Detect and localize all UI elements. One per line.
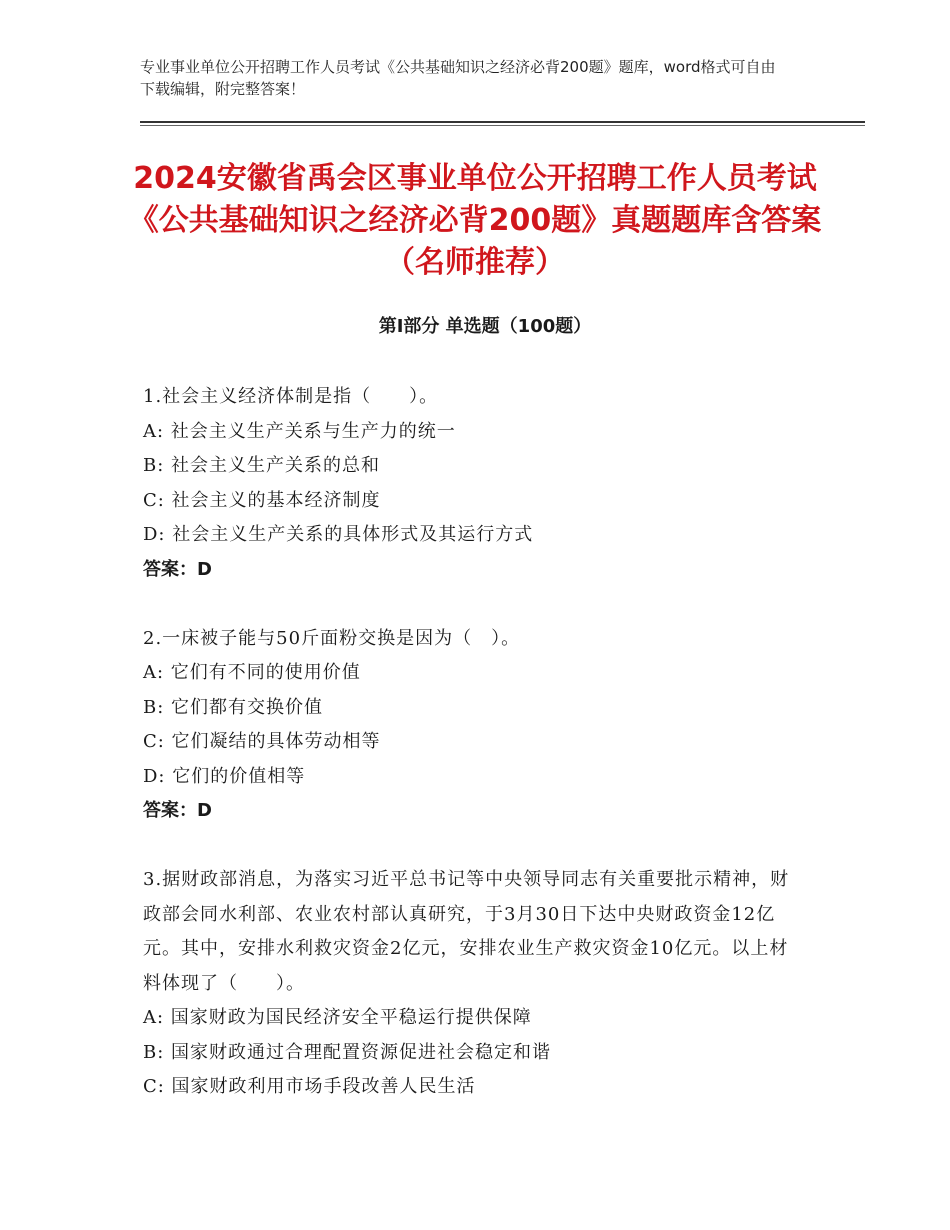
question-spacer: [143, 587, 803, 622]
question-3: [143, 863, 803, 1105]
question-list: [143, 380, 803, 1105]
header-divider-thin: [140, 125, 865, 126]
option-a: A: 它们有不同的使用价值: [143, 662, 361, 683]
option-a: A: 国家财政为国民经济安全平稳运行提供保障: [143, 1007, 532, 1028]
option-b: B: 它们都有交换价值: [143, 696, 324, 718]
question-spacer: [143, 829, 803, 864]
question-stem: 1.社会主义经济体制是指（ ）。: [143, 386, 439, 407]
header-note: 专业事业单位公开招聘工作人员考试《公共基础知识之经济必背200题》题库，word格式可自由下载编辑，附完整答案！: [140, 58, 776, 98]
option-b: B: 国家财政通过合理配置资源促进社会稳定和谐: [143, 1041, 552, 1063]
answer: 答案：D: [143, 558, 212, 580]
question-stem: 2.一床被子能与50斤面粉交换是因为（ ）。: [143, 627, 521, 649]
option-d: D: 它们的价值相等: [143, 765, 306, 787]
option-c: C: 社会主义的基本经济制度: [143, 489, 381, 511]
question-stem: 3.据财政部消息，为落实习近平总书记等中央领导同志有关重要批示精神，财政部会同水利部、农业农村部认真研究，于3月30日下达中央财政资金12亿元。其中，安排水利救灾资金2亿元，安排农业生产救灾资金10亿元。以上材料体现了（ ）。: [143, 869, 790, 994]
option-c: C: 国家财政利用市场手段改善人民生活: [143, 1076, 476, 1097]
header-divider-thick: [140, 121, 865, 123]
option-c: C: 它们凝结的具体劳动相等: [143, 731, 381, 752]
option-d: D: 社会主义生产关系的具体形式及其运行方式: [143, 524, 534, 545]
option-a: A: 社会主义生产关系与生产力的统一: [143, 420, 456, 442]
question-1: [143, 380, 803, 587]
document-title: 2024安徽省禹会区事业单位公开招聘工作人员考试《公共基础知识之经济必背200题》真题题库含答案（名师推荐）: [128, 161, 822, 280]
part-title: 第I部分 单选题（100题）: [378, 316, 592, 337]
question-2: [143, 622, 803, 829]
option-b: B: 社会主义生产关系的总和: [143, 455, 381, 476]
answer: 答案：D: [143, 800, 212, 821]
